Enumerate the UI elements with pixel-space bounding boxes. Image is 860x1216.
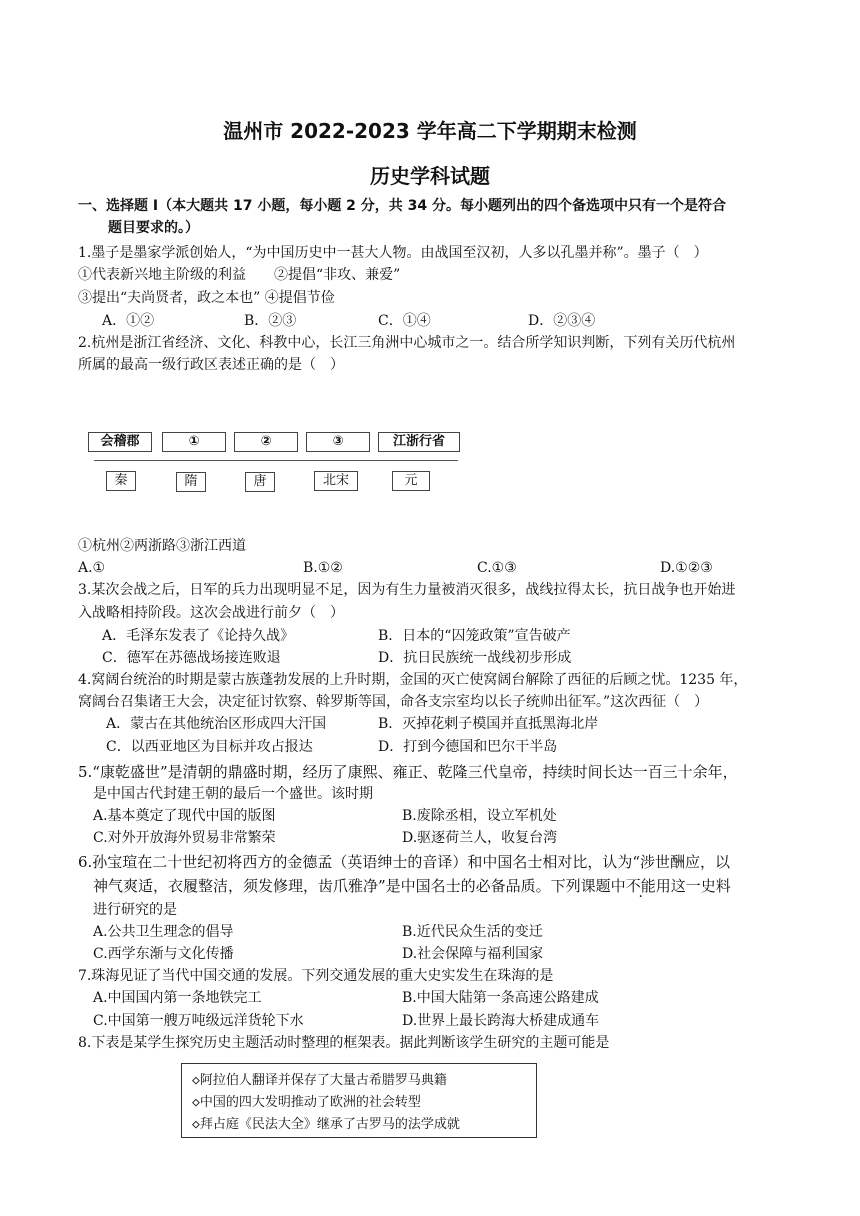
q8-table-row: ◇阿拉伯人翻译并保存了大量古希腊罗马典籍	[192, 1073, 447, 1088]
q6-option-d: D.社会保障与福利国家	[402, 946, 544, 962]
section-heading-cont: 题目要求的。）	[108, 220, 199, 236]
q1-statement-2: ③提出“夫尚贤者，政之本也” ④提倡节俭	[78, 290, 335, 306]
section-heading: 一、选择题 I（本大题共 17 小题，每小题 2 分，共 34 分。每小题列出的四个备选项中只有一个是符合	[78, 198, 727, 214]
q1-option-b: B．②③	[244, 313, 297, 329]
timeline-top-box-5: 江浙行省	[378, 432, 460, 452]
q4-option-a: A．蒙古在其他统治区形成四大汗国	[106, 716, 327, 732]
timeline-top-box-1: 会稽郡	[88, 432, 152, 452]
q8-table-row: ◇拜占庭《民法大全》继承了古罗马的法学成就	[192, 1117, 460, 1132]
q6-stem-line1: 6.孙宝瑄在二十世纪初将西方的金德孟（英语绅士的音译）和中国名士相对比，认为“涉世酬应，以	[78, 853, 730, 871]
q7-option-a: A.中国国内第一条地铁完工	[93, 990, 262, 1006]
q3-option-b: B．日本的“囚笼政策”宣告破产	[378, 628, 571, 644]
q6-stem-line2-a: 神气爽适，衣履整洁，须发修理，齿爪雅净”是中国名士的必备品质。下列课题中	[93, 877, 626, 895]
q6-emphasis-neng: 不能	[625, 877, 656, 895]
timeline-bottom-box-1: 秦	[106, 471, 136, 491]
q6-option-b: B.近代民众生活的变迁	[402, 924, 543, 940]
q3-option-a: A．毛泽东发表了《论持久战》	[102, 628, 295, 644]
q4-option-c: C．以西亚地区为目标并攻占报达	[106, 739, 313, 755]
q2-stem-line2: 所属的最高一级行政区表述正确的是（ ）	[78, 357, 344, 373]
q1-statement-1: ①代表新兴地主阶级的利益 ②提倡“非攻、兼爱”	[78, 267, 401, 283]
q5-stem-line2: 是中国古代封建王朝的最后一个盛世。该时期	[93, 786, 373, 802]
q1-option-c: C．①④	[378, 313, 431, 329]
q3-stem-line2: 入战略相持阶段。这次会战进行前夕（ ）	[78, 605, 344, 621]
q4-option-b: B．灭掉花剌子模国并直抵黑海北岸	[378, 716, 599, 732]
q2-stem-line1: 2.杭州是浙江省经济、文化、科教中心，长江三角洲中心城市之一。结合所学知识判断，下列有关历代杭州	[78, 335, 736, 351]
q7-option-c: C.中国第一艘万吨级远洋货轮下水	[93, 1013, 304, 1029]
q3-option-c: C．德军在苏德战场接连败退	[102, 650, 281, 666]
timeline-bottom-box-3: 唐	[245, 472, 275, 492]
q5-option-a: A.基本奠定了现代中国的版图	[93, 808, 276, 824]
q3-option-d: D．抗日民族统一战线初步形成	[378, 650, 572, 666]
timeline-axis	[94, 460, 458, 461]
q5-option-d: D.驱逐荷兰人，收复台湾	[402, 830, 558, 846]
q7-option-b: B.中国大陆第一条高速公路建成	[402, 990, 599, 1006]
q1-option-a: A．①②	[102, 313, 155, 329]
exam-subtitle: 历史学科试题	[370, 164, 490, 188]
timeline-bottom-box-5: 元	[392, 471, 430, 491]
q6-option-a: A.公共卫生理念的倡导	[93, 924, 234, 940]
timeline-top-box-2: ①	[162, 432, 226, 452]
q1-stem: 1.墨子是墨家学派创始人，“为中国历史中一甚大人物。由战国至汉初，人多以孔墨并称”。墨子（ ）	[78, 245, 708, 261]
q2-option-a: A.①	[78, 560, 106, 576]
q5-stem-line1: 5.“康乾盛世”是清朝的鼎盛时期，经历了康熙、雍正、乾隆三代皇帝，持续时间长达一百三十余年，	[78, 763, 738, 781]
timeline-bottom-box-4: 北宋	[314, 471, 358, 491]
q4-stem-line1: 4.窝阔台统治的时期是蒙古族蓬勃发展的上升时期，金国的灭亡使窝阔台解除了西征的后顾之忧。1235 年，	[78, 672, 748, 688]
timeline-top-box-4: ③	[306, 432, 370, 452]
q4-stem-line2: 窝阔台召集诸王大会，决定征讨钦察、斡罗斯等国，命各支宗室均以长子统帅出征军。”这次西征（ ）	[78, 694, 709, 710]
q2-option-d: D.①②③	[660, 560, 713, 576]
q4-option-d: D．打到今德国和巴尔干半岛	[378, 739, 558, 755]
exam-title: 温州市 2022-2023 学年高二下学期期末检测	[223, 119, 637, 143]
timeline-bottom-box-2: 隋	[176, 472, 206, 492]
q8-framework-table	[181, 1063, 537, 1138]
q6-stem-line3: 进行研究的是	[93, 902, 177, 918]
q7-stem: 7.珠海见证了当代中国交通的发展。下列交通发展的重大史实发生在珠海的是	[78, 968, 554, 984]
q5-option-b: B.废除丞相，设立军机处	[402, 808, 557, 824]
q5-option-c: C.对外开放海外贸易非常繁荣	[93, 830, 276, 846]
q3-stem-line1: 3.某次会战之后，日军的兵力出现明显不足，因为有生力量被消灭很多，战线拉得太长，抗日战争也开始进	[78, 582, 736, 598]
q2-key: ①杭州②两浙路③浙江西道	[78, 538, 246, 554]
q7-option-d: D.世界上最长跨海大桥建成通车	[402, 1013, 600, 1029]
q2-option-c: C.①③	[477, 560, 517, 576]
q2-option-b: B.①②	[303, 560, 343, 576]
q6-stem-line2-c: 用这一史料	[655, 877, 731, 895]
q8-stem: 8.下表是某学生探究历史主题活动时整理的框架表。据此判断该学生研究的主题可能是	[78, 1035, 610, 1051]
q6-stem-line2	[93, 876, 731, 896]
timeline-top-box-3: ②	[234, 432, 298, 452]
q1-option-d: D．②③④	[528, 313, 596, 329]
q8-table-row: ◇中国的四大发明推动了欧洲的社会转型	[192, 1095, 421, 1110]
q6-option-c: C.西学东渐与文化传播	[93, 946, 234, 962]
